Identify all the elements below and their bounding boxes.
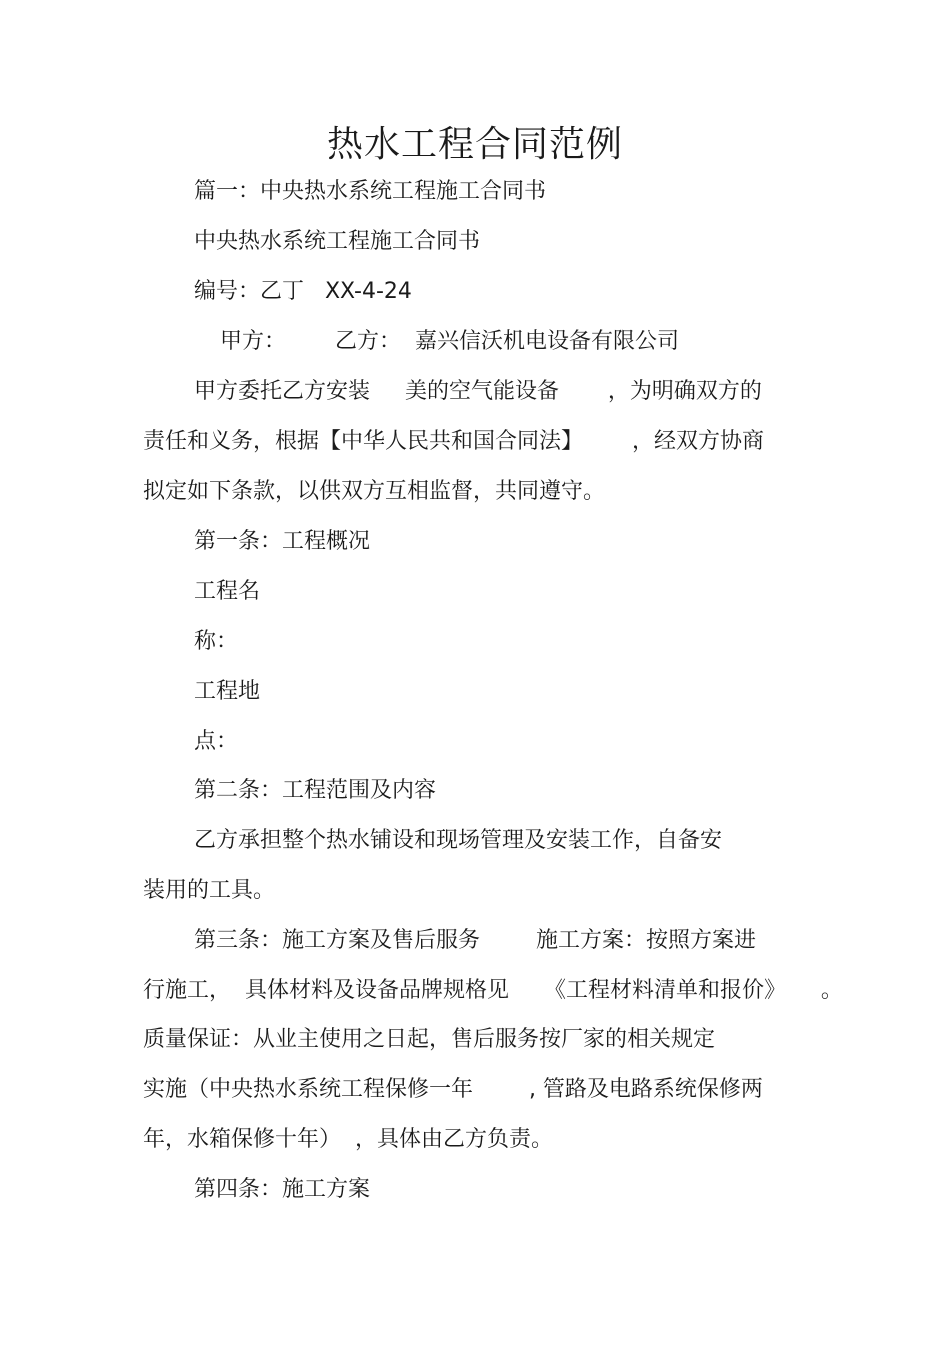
contract-name: 中央热水系统工程施工合同书	[194, 229, 481, 254]
field-label: 称：	[194, 629, 239, 654]
paragraph-line: 质量保证：从业主使用之日起，售后服务按厂家的相关规定	[143, 1027, 716, 1052]
field-label: 工程名	[194, 579, 261, 604]
article-heading: 第四条：施工方案	[194, 1177, 371, 1202]
paragraph-line: 行施工， 具体材料及设备品牌规格见 《工程材料清单和报价》 。	[143, 978, 843, 1003]
field-label: 点：	[194, 729, 239, 754]
article-heading: 第二条：工程范围及内容	[194, 778, 437, 803]
contract-number: 编号：乙丁 XX-4-24	[194, 279, 412, 304]
field-label: 工程地	[194, 679, 261, 704]
paragraph-line: 装用的工具。	[143, 878, 276, 903]
article-heading: 第三条：施工方案及售后服务 施工方案：按照方案进	[194, 928, 756, 953]
parties-line: 甲方： 乙方： 嘉兴信沃机电设备有限公司	[220, 329, 679, 354]
paragraph-line: 责任和义务，根据【中华人民共和国合同法】 ，经双方协商	[143, 429, 764, 454]
paragraph-line: 乙方承担整个热水铺设和现场管理及安装工作，自备安	[194, 828, 723, 853]
section-heading: 篇一：中央热水系统工程施工合同书	[194, 179, 547, 204]
paragraph-line: 拟定如下条款，以供双方互相监督，共同遵守。	[143, 479, 606, 504]
document-title: 热水工程合同范例	[326, 124, 623, 165]
paragraph-line: 甲方委托乙方安装 美的空气能设备 ，为明确双方的	[194, 379, 762, 404]
article-heading: 第一条：工程概况	[194, 529, 371, 554]
paragraph-line: 年，水箱保修十年） ，具体由乙方负责。	[143, 1127, 553, 1152]
paragraph-line: 实施（中央热水系统工程保修一年 , 管路及电路系统保修两	[143, 1077, 763, 1102]
